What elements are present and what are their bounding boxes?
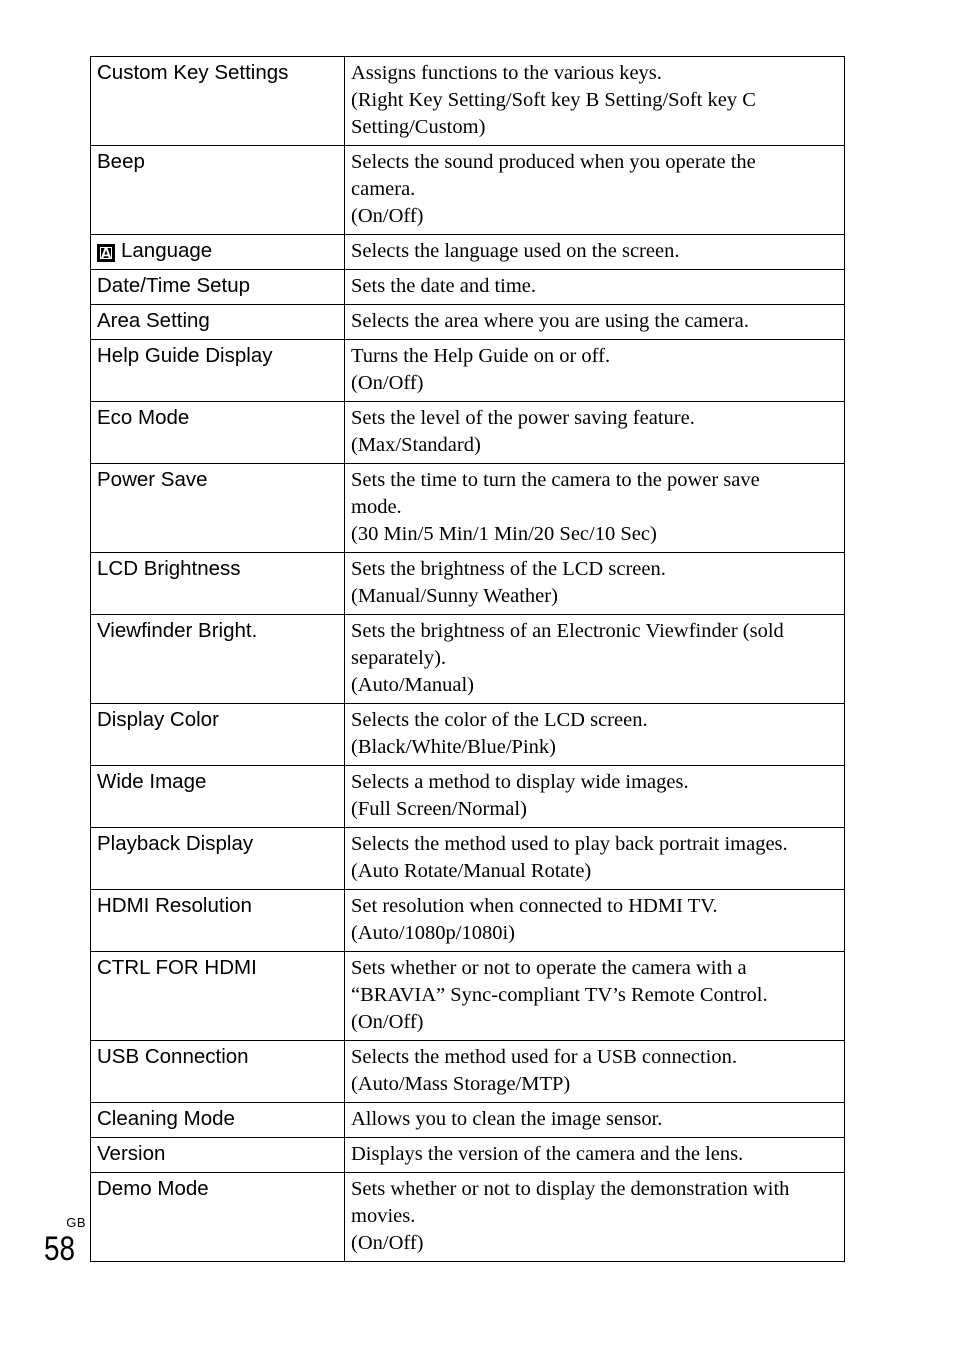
setting-description-cell [345, 553, 845, 615]
setting-description-cell [345, 828, 845, 890]
table-row [91, 615, 845, 704]
setting-name: Wide Image [97, 770, 207, 793]
setting-name-cell [91, 890, 345, 952]
setting-name: Version [97, 1142, 166, 1165]
setting-description-cell [345, 1041, 845, 1103]
setting-description-line: mode. [351, 496, 402, 518]
setting-name: LCD Brightness [97, 557, 241, 580]
setting-description-cell [345, 704, 845, 766]
table-row [91, 146, 845, 235]
page-number: 58 [44, 1230, 76, 1268]
setting-name: Help Guide Display [97, 344, 273, 367]
setting-name-cell [91, 1173, 345, 1262]
setting-name: Area Setting [97, 309, 210, 332]
setting-description-line: (30 Min/5 Min/1 Min/20 Sec/10 Sec) [351, 523, 657, 545]
page-footer [44, 1216, 86, 1266]
setting-description-line: Sets the level of the power saving feature. [351, 407, 695, 429]
setting-description-line: (Black/White/Blue/Pink) [351, 736, 556, 758]
setting-name: Display Color [97, 708, 219, 731]
setting-name: Language [121, 239, 213, 262]
table-row [91, 952, 845, 1041]
setting-description-line: Turns the Help Guide on or off. [351, 345, 611, 367]
table-row [91, 1103, 845, 1138]
setting-name: Power Save [97, 468, 208, 491]
setting-name-cell [91, 615, 345, 704]
setting-name-cell [91, 1103, 345, 1138]
setting-name: Cleaning Mode [97, 1107, 235, 1130]
table-row [91, 766, 845, 828]
setting-description-line: (On/Off) [351, 1232, 424, 1254]
language-icon: A [97, 244, 115, 262]
setting-name: Custom Key Settings [97, 61, 289, 84]
setting-description-cell [345, 340, 845, 402]
setting-name-cell [91, 146, 345, 235]
setting-description-cell [345, 615, 845, 704]
setting-description-line: “BRAVIA” Sync-compliant TV’s Remote Control. [351, 984, 768, 1006]
setting-name-cell [91, 553, 345, 615]
table-row [91, 553, 845, 615]
setting-name-cell [91, 340, 345, 402]
table-row [91, 340, 845, 402]
setting-description-cell [345, 1103, 845, 1138]
table-row [91, 1173, 845, 1262]
setting-description-line: Allows you to clean the image sensor. [351, 1108, 663, 1130]
setting-description-line: (Full Screen/Normal) [351, 798, 527, 820]
setting-description-cell [345, 952, 845, 1041]
setting-description-cell [345, 402, 845, 464]
setting-name: USB Connection [97, 1045, 249, 1068]
setting-description-line: Sets the date and time. [351, 275, 537, 297]
table-row [91, 1138, 845, 1173]
setting-name-cell [91, 766, 345, 828]
setting-description-line: (Max/Standard) [351, 434, 481, 456]
setting-name-cell [91, 235, 345, 270]
table-row [91, 57, 845, 146]
setting-description-cell [345, 270, 845, 305]
setting-description-line: (On/Off) [351, 205, 424, 227]
setting-description-line: Sets the time to turn the camera to the power save [351, 469, 760, 491]
settings-table-body [91, 57, 845, 1262]
setting-description-line: Selects the language used on the screen. [351, 240, 680, 262]
setting-description-line: Sets whether or not to operate the camera with a [351, 957, 747, 979]
setting-description-cell [345, 464, 845, 553]
setting-name-cell [91, 828, 345, 890]
setting-description-line: (Auto/Manual) [351, 674, 474, 696]
setting-name-cell [91, 305, 345, 340]
region-label: GB [66, 1215, 86, 1230]
setting-description-line: Selects the method used to play back portrait images. [351, 833, 788, 855]
setting-description-line: Selects the sound produced when you operate the [351, 151, 756, 173]
settings-table [90, 56, 845, 1262]
table-row [91, 704, 845, 766]
setting-description-line: Set resolution when connected to HDMI TV. [351, 895, 718, 917]
setting-name: Viewfinder Bright. [97, 619, 258, 642]
setting-description-cell [345, 1173, 845, 1262]
setting-name-cell [91, 402, 345, 464]
setting-description-line: camera. [351, 178, 416, 200]
setting-description-line: (On/Off) [351, 372, 424, 394]
setting-description-line: Sets the brightness of an Electronic Viewfinder (sold [351, 620, 784, 642]
setting-name-cell [91, 952, 345, 1041]
setting-description-line: movies. [351, 1205, 416, 1227]
setting-description-line: (Auto/Mass Storage/MTP) [351, 1073, 571, 1095]
table-row [91, 464, 845, 553]
setting-name-cell [91, 704, 345, 766]
setting-name: Beep [97, 150, 145, 173]
setting-description-line: (Manual/Sunny Weather) [351, 585, 558, 607]
setting-name-cell [91, 57, 345, 146]
setting-description-cell [345, 305, 845, 340]
setting-name: Demo Mode [97, 1177, 209, 1200]
setting-description-cell [345, 235, 845, 270]
setting-description-line: (Auto/1080p/1080i) [351, 922, 515, 944]
setting-name-cell [91, 464, 345, 553]
setting-name: CTRL FOR HDMI [97, 956, 257, 979]
table-row [91, 235, 845, 270]
setting-description-line: (Auto Rotate/Manual Rotate) [351, 860, 592, 882]
setting-description-cell [345, 1138, 845, 1173]
table-row [91, 890, 845, 952]
table-row [91, 270, 845, 305]
setting-name: Eco Mode [97, 406, 190, 429]
setting-name: HDMI Resolution [97, 894, 252, 917]
table-row [91, 828, 845, 890]
setting-description-line: (Right Key Setting/Soft key B Setting/Soft key C [351, 89, 756, 111]
setting-description-line: separately). [351, 647, 447, 669]
setting-description-line: Selects the color of the LCD screen. [351, 709, 648, 731]
setting-description-line: Assigns functions to the various keys. [351, 62, 662, 84]
setting-description-cell [345, 890, 845, 952]
setting-description-line: Sets the brightness of the LCD screen. [351, 558, 666, 580]
setting-description-line: Selects the area where you are using the camera. [351, 310, 749, 332]
table-row [91, 1041, 845, 1103]
table-row [91, 305, 845, 340]
setting-description-line: Sets whether or not to display the demonstration with [351, 1178, 790, 1200]
setting-description-line: Setting/Custom) [351, 116, 486, 138]
setting-description-line: Selects a method to display wide images. [351, 771, 689, 793]
setting-description-cell [345, 146, 845, 235]
setting-name: Date/Time Setup [97, 274, 251, 297]
setting-name-cell [91, 270, 345, 305]
setting-description-cell [345, 766, 845, 828]
setting-name-cell [91, 1041, 345, 1103]
setting-description-cell [345, 57, 845, 146]
setting-description-line: Selects the method used for a USB connection. [351, 1046, 737, 1068]
setting-name-cell [91, 1138, 345, 1173]
setting-name: Playback Display [97, 832, 254, 855]
setting-description-line: (On/Off) [351, 1011, 424, 1033]
setting-description-line: Displays the version of the camera and the lens. [351, 1143, 744, 1165]
table-row [91, 402, 845, 464]
